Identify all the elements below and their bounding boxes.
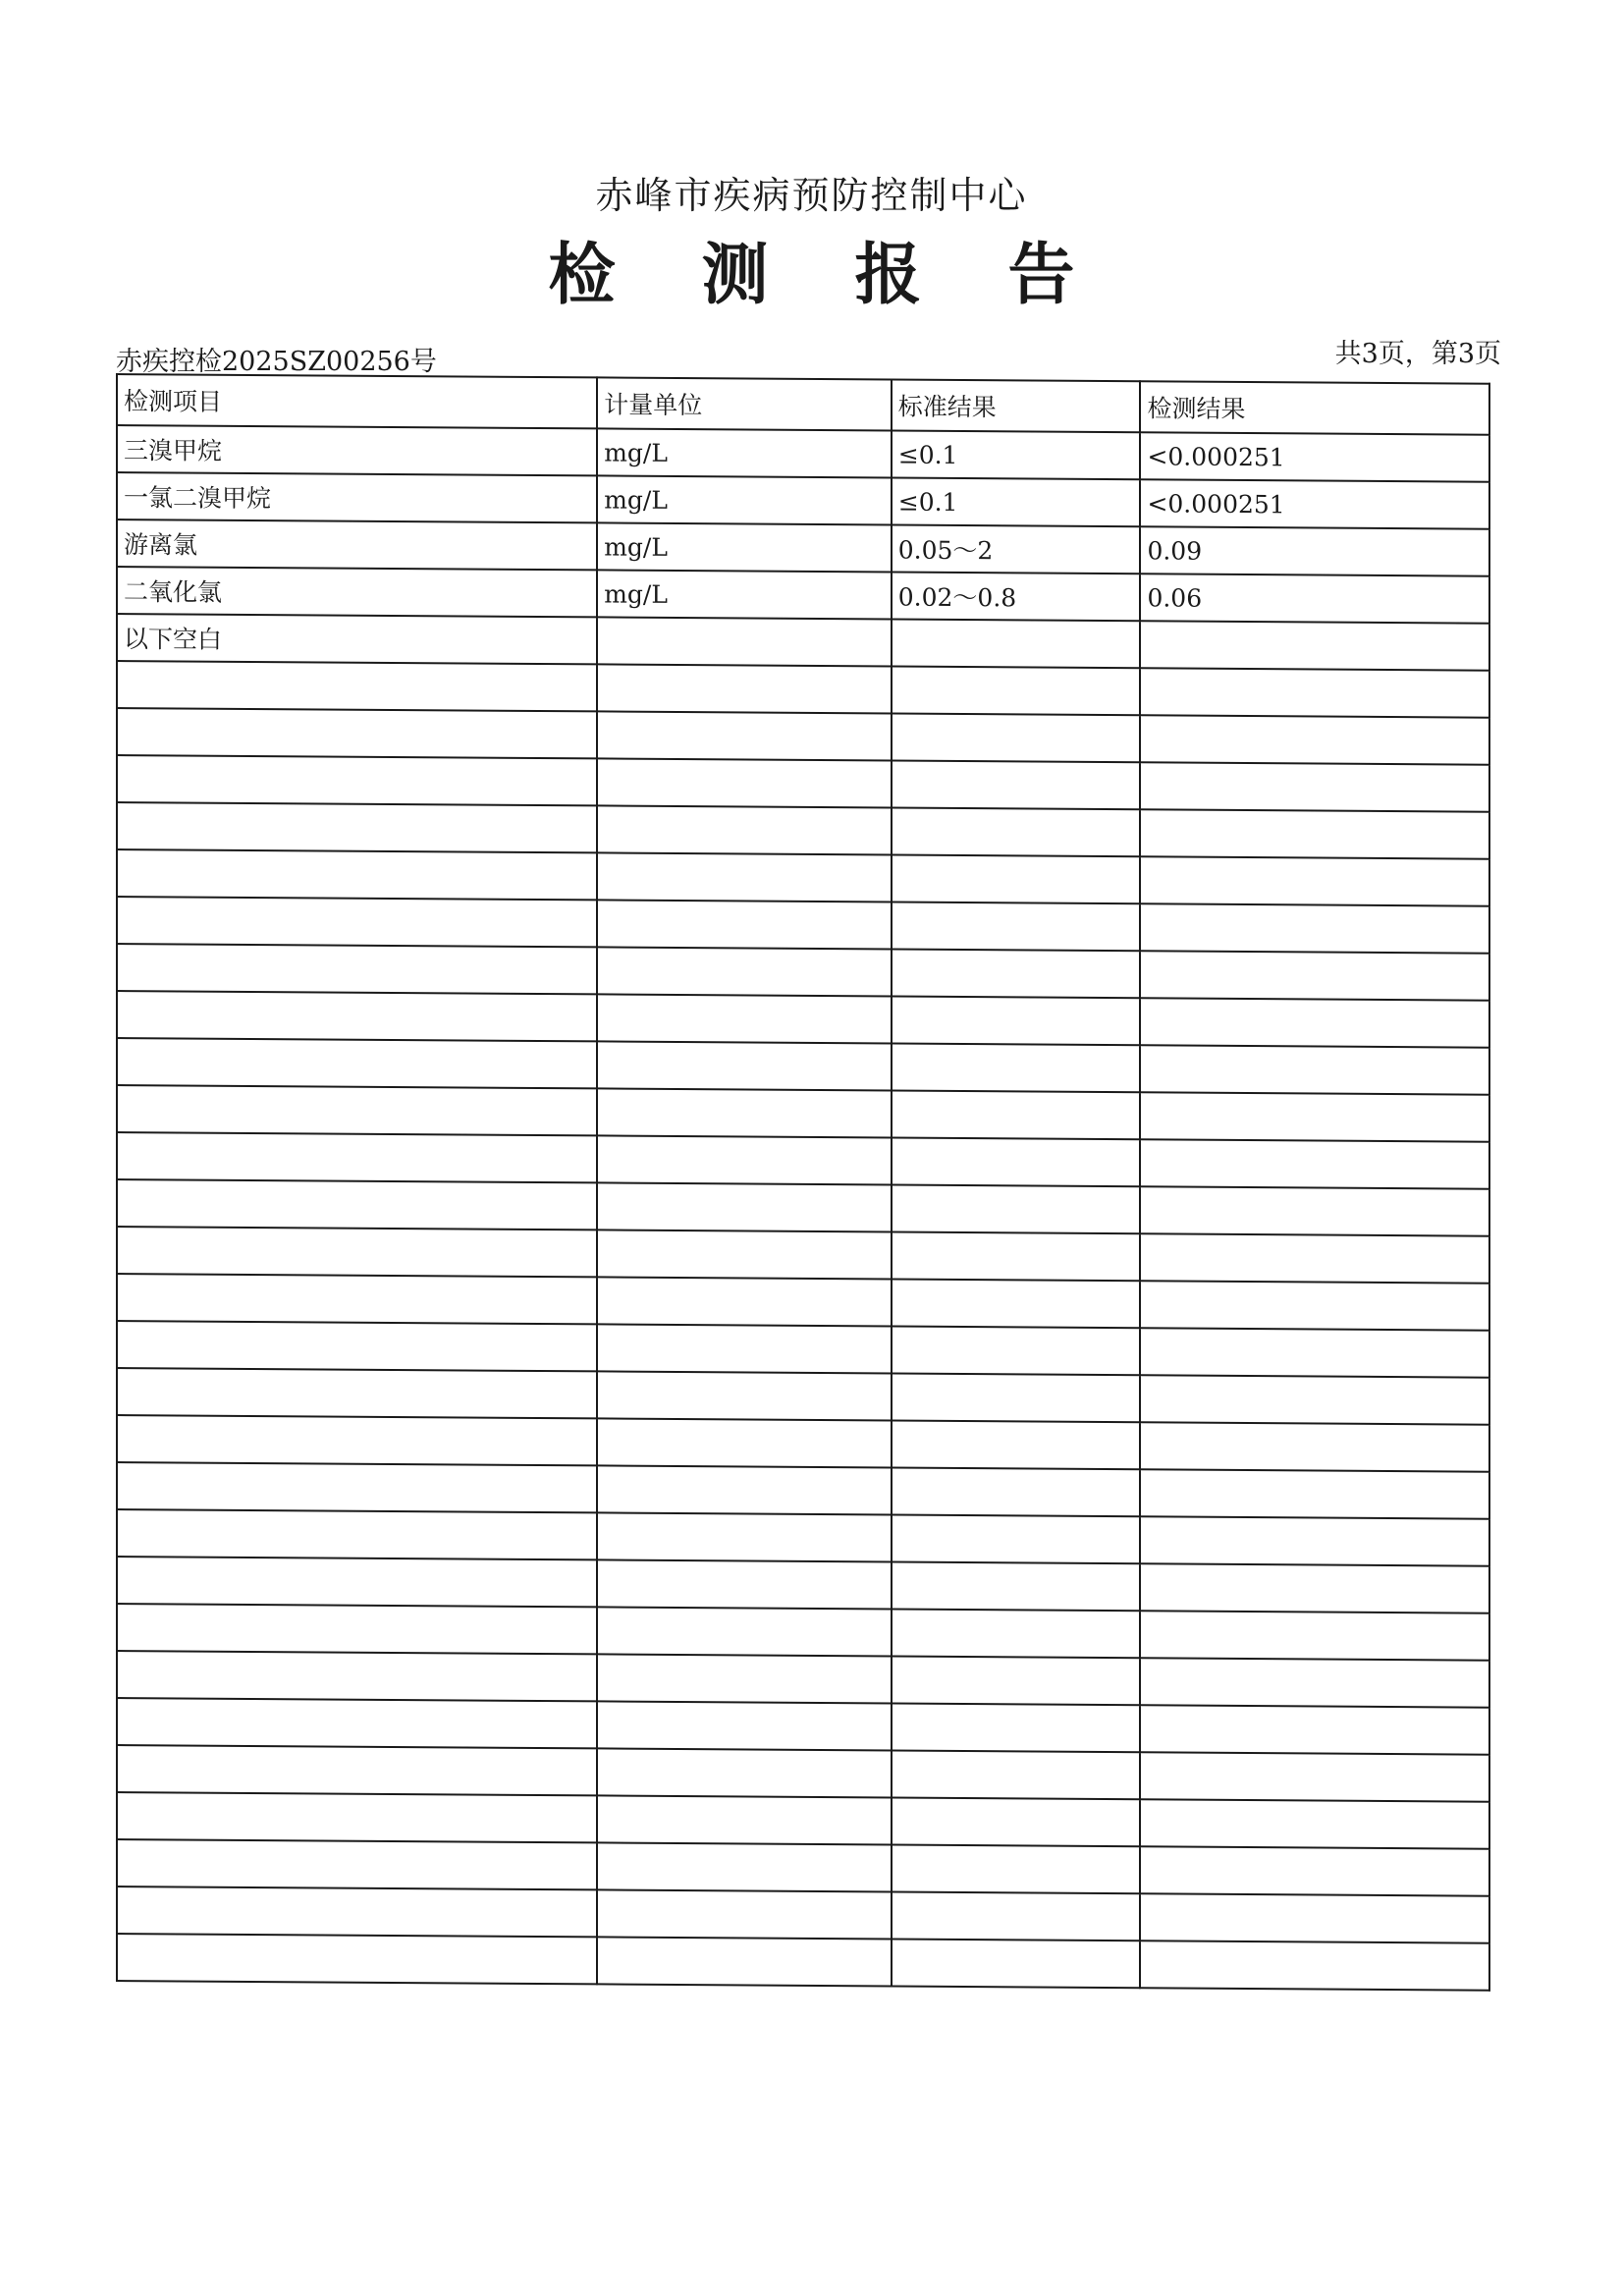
empty-cell [1140, 1658, 1489, 1707]
empty-cell [117, 1462, 597, 1512]
empty-cell [1140, 1469, 1489, 1518]
empty-cell [117, 1792, 597, 1842]
standard-cell: 0.02～0.8 [892, 573, 1141, 622]
empty-cell [892, 997, 1141, 1046]
empty-cell [117, 708, 597, 758]
empty-cell [117, 944, 597, 994]
empty-cell [1140, 809, 1489, 858]
result-cell: 0.09 [1140, 526, 1489, 575]
empty-cell [1140, 1563, 1489, 1613]
empty-cell [597, 1889, 892, 1939]
empty-cell [597, 1418, 892, 1467]
empty-cell [892, 1751, 1141, 1800]
empty-cell [1140, 1092, 1489, 1141]
empty-cell [892, 1327, 1141, 1376]
blank-row [117, 1934, 1489, 1991]
result-cell: 0.06 [1140, 574, 1489, 623]
empty-cell [892, 1421, 1141, 1470]
empty-cell [597, 1654, 892, 1703]
empty-cell [892, 761, 1141, 810]
empty-cell [892, 1562, 1141, 1612]
empty-cell [892, 1138, 1141, 1187]
empty-cell [1140, 903, 1489, 953]
standard-cell: 0.05～2 [892, 525, 1141, 574]
empty-cell [597, 1182, 892, 1231]
empty-cell [597, 1512, 892, 1561]
empty-cell [117, 849, 597, 900]
empty-cell [1140, 715, 1489, 764]
empty-cell [117, 1179, 597, 1230]
empty-cell [1140, 1375, 1489, 1424]
empty-cell [1140, 1233, 1489, 1283]
standard-cell: ≤0.1 [892, 431, 1141, 480]
empty-cell [597, 994, 892, 1043]
empty-cell [1140, 998, 1489, 1047]
column-header-result: 检测结果 [1140, 381, 1489, 434]
empty-cell [597, 1465, 892, 1514]
empty-cell [892, 714, 1141, 763]
empty-cell [1140, 856, 1489, 905]
empty-cell [892, 1232, 1141, 1282]
unit-cell: mg/L [597, 570, 892, 619]
empty-cell [892, 1044, 1141, 1093]
report-title: 检测报告 [548, 236, 1162, 314]
empty-cell [117, 802, 597, 852]
empty-cell [597, 1088, 892, 1137]
empty-cell [892, 620, 1141, 669]
empty-cell [117, 1651, 597, 1701]
unit-cell: mg/L [597, 475, 892, 524]
empty-cell [597, 1748, 892, 1797]
empty-cell [597, 900, 892, 949]
item-cell: 游离氯 [117, 519, 597, 570]
empty-cell [597, 1842, 892, 1891]
empty-cell [117, 1274, 597, 1324]
empty-cell [597, 758, 892, 807]
empty-cell [117, 1227, 597, 1277]
empty-cell [892, 1704, 1141, 1753]
empty-cell [1140, 1328, 1489, 1377]
empty-cell [1140, 621, 1489, 670]
empty-cell [117, 1085, 597, 1135]
empty-cell [117, 1557, 597, 1607]
empty-cell [117, 1839, 597, 1889]
empty-cell [1140, 951, 1489, 1000]
empty-cell [597, 1559, 892, 1609]
empty-cell [1140, 1941, 1489, 1990]
empty-cell [892, 950, 1141, 999]
end-note: 以下空白 [117, 614, 597, 664]
empty-cell [892, 1468, 1141, 1517]
empty-cell [117, 1368, 597, 1418]
empty-cell [117, 755, 597, 805]
empty-cell [117, 897, 597, 947]
empty-cell [597, 664, 892, 713]
empty-cell [892, 1940, 1141, 1989]
empty-cell [117, 1509, 597, 1559]
empty-cell [597, 1041, 892, 1090]
empty-cell [1140, 1893, 1489, 1942]
empty-cell [892, 1091, 1141, 1140]
empty-cell [117, 1038, 597, 1088]
empty-cell [597, 852, 892, 902]
empty-cell [892, 1845, 1141, 1894]
empty-cell [1140, 1752, 1489, 1801]
empty-cell [1140, 1186, 1489, 1235]
item-cell: 二氧化氯 [117, 567, 597, 617]
results-table [116, 373, 1490, 1992]
empty-cell [892, 1657, 1141, 1706]
empty-cell [597, 1701, 892, 1750]
empty-cell [117, 1415, 597, 1465]
empty-cell [892, 1798, 1141, 1847]
report-number: 赤疾控检2025SZ00256号 [116, 347, 437, 377]
empty-cell [892, 808, 1141, 857]
empty-cell [1140, 1422, 1489, 1471]
empty-cell [117, 661, 597, 711]
empty-cell [117, 991, 597, 1041]
empty-cell [1140, 1045, 1489, 1094]
empty-cell [892, 855, 1141, 904]
empty-cell [1140, 1846, 1489, 1895]
empty-cell [117, 1132, 597, 1182]
column-header-item: 检测项目 [117, 374, 597, 428]
empty-cell [1140, 762, 1489, 811]
empty-cell [1140, 1139, 1489, 1188]
empty-cell [892, 1374, 1141, 1423]
item-cell: 三溴甲烷 [117, 425, 597, 475]
empty-cell [117, 1934, 597, 1984]
empty-cell [597, 617, 892, 666]
item-cell: 一氯二溴甲烷 [117, 472, 597, 522]
empty-cell [117, 1604, 597, 1654]
empty-cell [597, 805, 892, 854]
empty-cell [1140, 668, 1489, 717]
empty-cell [892, 1892, 1141, 1941]
empty-cell [597, 1277, 892, 1326]
empty-cell [892, 667, 1141, 716]
empty-cell [117, 1745, 597, 1795]
empty-cell [597, 1324, 892, 1373]
result-cell: <0.000251 [1140, 479, 1489, 528]
empty-cell [597, 1230, 892, 1279]
empty-cell [597, 1607, 892, 1656]
empty-cell [597, 1937, 892, 1986]
empty-cell [1140, 1799, 1489, 1848]
empty-cell [1140, 1611, 1489, 1660]
empty-cell [117, 1886, 597, 1937]
standard-cell: ≤0.1 [892, 478, 1141, 527]
column-header-unit: 计量单位 [597, 377, 892, 430]
empty-cell [597, 1371, 892, 1420]
empty-cell [892, 902, 1141, 952]
organization-name: 赤峰市疾病预防控制中心 [595, 174, 1028, 217]
empty-cell [117, 1321, 597, 1371]
unit-cell: mg/L [597, 428, 892, 477]
empty-cell [117, 1698, 597, 1748]
result-cell: <0.000251 [1140, 432, 1489, 481]
empty-cell [892, 1185, 1141, 1234]
empty-cell [892, 1515, 1141, 1564]
empty-cell [597, 947, 892, 996]
empty-cell [1140, 1516, 1489, 1565]
empty-cell [597, 1795, 892, 1844]
empty-cell [1140, 1705, 1489, 1754]
empty-cell [892, 1610, 1141, 1659]
empty-cell [597, 711, 892, 760]
empty-cell [892, 1280, 1141, 1329]
unit-cell: mg/L [597, 522, 892, 572]
empty-cell [597, 1135, 892, 1184]
page-info: 共3页，第3页 [1334, 339, 1501, 369]
column-header-standard: 标准结果 [892, 380, 1141, 433]
empty-cell [1140, 1281, 1489, 1330]
